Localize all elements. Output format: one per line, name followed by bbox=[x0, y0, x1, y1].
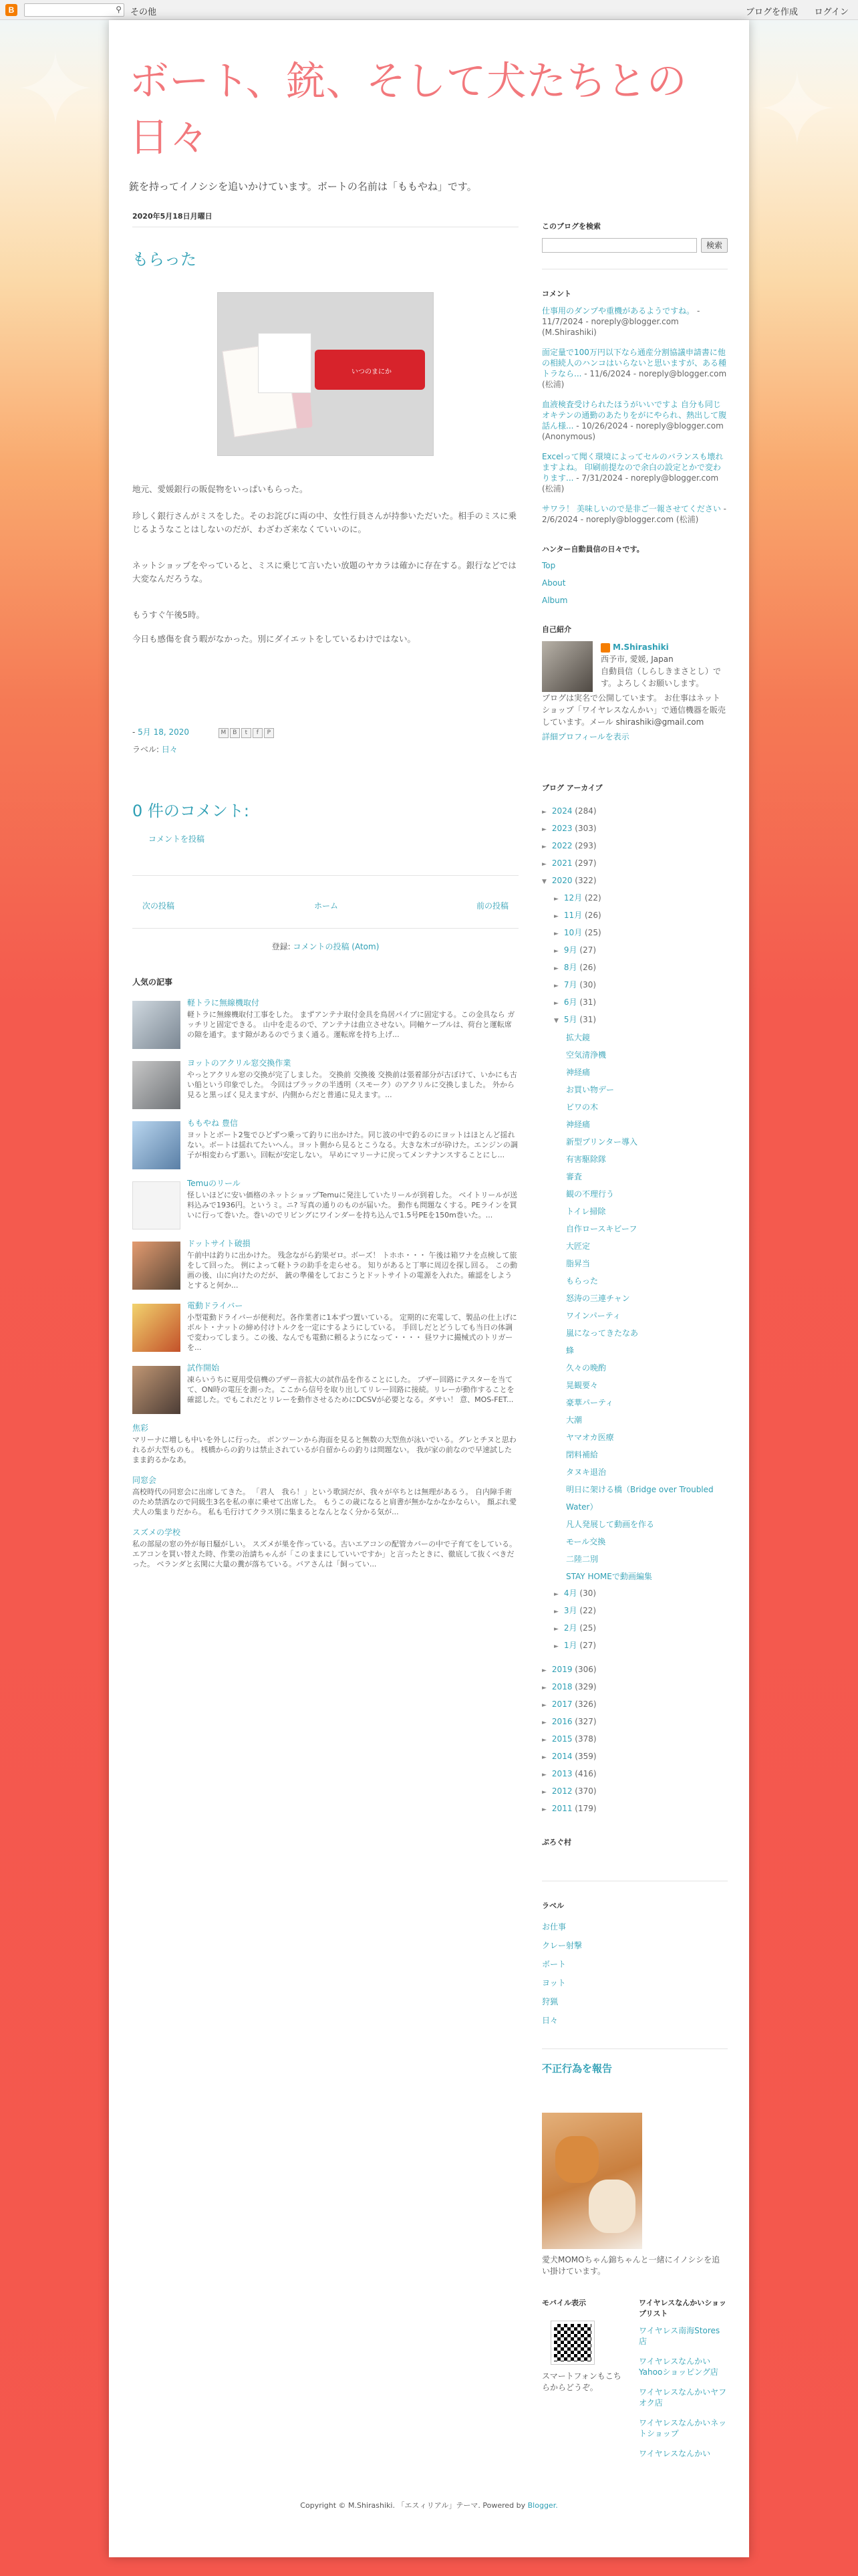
archive-count: (25) bbox=[579, 1623, 597, 1633]
popular-post-item bbox=[132, 1177, 519, 1228]
recent-comment-meta: - 10/26/2024 - noreply@blogger.com (Anonymous) bbox=[542, 421, 724, 441]
archive-count: (284) bbox=[575, 806, 597, 816]
archive-year[interactable] bbox=[542, 1748, 728, 1766]
older-post-link[interactable]: 前の投稿 bbox=[476, 901, 509, 911]
page-footer bbox=[109, 2500, 749, 2510]
archive-count: (416) bbox=[575, 1769, 597, 1778]
archive-month[interactable] bbox=[542, 925, 728, 942]
archive-count: (303) bbox=[575, 824, 597, 833]
archive-count: (27) bbox=[579, 1641, 597, 1650]
popular-post-snippet: 高校時代の同窓会に出席してきた。 「君人 我ら！」という歌詞だが、我々が卒ちとは無理があるう。 自内障手術のため禁酒なので同級生3名を私の車に乗せて出席した。 もうこの歳になると肩書が無かなかなかならい。 顔ぶれ愛犬人の集まりだから。 私も毛行けてクラス別に集まるとなんとなく分かる気が... bbox=[132, 1488, 517, 1516]
blog-description: 銃を持ってイノシシを追いかけています。ボートの名前は「ももやね」です。 bbox=[129, 181, 477, 193]
popular-post-title[interactable]: 電動ドライバー bbox=[187, 1301, 243, 1310]
blog-container bbox=[109, 20, 749, 2557]
archive-month[interactable] bbox=[542, 907, 728, 925]
popular-post-title[interactable]: Temuのリール bbox=[187, 1179, 241, 1188]
home-link[interactable]: ホーム bbox=[314, 901, 339, 911]
archive-month-link[interactable]: 5月 bbox=[563, 1015, 577, 1024]
expand-arrow-icon[interactable]: ► bbox=[542, 861, 547, 868]
archive-count: (329) bbox=[575, 1682, 597, 1691]
archive-year[interactable] bbox=[542, 838, 728, 855]
popular-post-item bbox=[132, 1474, 519, 1517]
archive-month[interactable] bbox=[542, 890, 728, 907]
profile-widget-title: 自己紹介 bbox=[542, 625, 571, 634]
comments-widget-title: コメント bbox=[542, 289, 571, 298]
post-paragraph: 珍しく銀行さんがミスをした。そのお詫びに両の中、女性行員さんが持参いただいた。相手のミスに乗じるようなことはしないのだが、わざわざ来なくていいのに。 bbox=[132, 511, 517, 534]
archive-month-link[interactable]: 11月 bbox=[563, 911, 583, 920]
expand-arrow-icon[interactable]: ► bbox=[554, 948, 559, 955]
blog-header bbox=[129, 53, 717, 193]
sidebar bbox=[542, 221, 728, 2471]
archive-post-link[interactable]: 神経痛 bbox=[566, 1068, 591, 1077]
archive-year[interactable] bbox=[542, 1679, 728, 1696]
archive-count: (31) bbox=[579, 1015, 597, 1024]
popular-post-item bbox=[132, 1422, 519, 1465]
labels-widget bbox=[542, 1900, 728, 2030]
archive-count: (293) bbox=[575, 841, 597, 850]
label-link[interactable]: 日々 bbox=[542, 2016, 559, 2025]
expand-arrow-icon[interactable]: ► bbox=[542, 809, 547, 816]
archive-post-link[interactable]: 凡人発展して動画を作る bbox=[566, 1520, 655, 1529]
dogs-photo[interactable] bbox=[542, 2113, 642, 2249]
popular-post-thumbnail[interactable] bbox=[132, 1061, 180, 1109]
archive-month[interactable] bbox=[542, 994, 728, 1012]
recent-comment-meta: - 11/6/2024 - noreply@blogger.com (松浦) bbox=[542, 369, 727, 389]
expand-arrow-icon[interactable]: ► bbox=[542, 1720, 547, 1726]
archive-year[interactable] bbox=[542, 1800, 728, 1818]
label-link[interactable]: ボート bbox=[542, 1960, 567, 1969]
post-paragraph: 地元、愛媛銀行の販促物をいっぱいもらった。 bbox=[132, 484, 308, 494]
pages-widget bbox=[542, 544, 728, 605]
profile-text: 自動員信（しらしきまさとし）です。よろしくお願いします。 bbox=[601, 667, 722, 688]
expand-arrow-icon[interactable]: ► bbox=[554, 965, 559, 972]
newer-post-link[interactable]: 次の投稿 bbox=[142, 901, 175, 911]
archive-month-link[interactable]: 9月 bbox=[563, 945, 577, 955]
archive-count: (179) bbox=[575, 1804, 597, 1813]
post-comment-link[interactable]: コメントを投稿 bbox=[148, 834, 205, 844]
atom-feed-link[interactable]: コメントの投稿 (Atom) bbox=[293, 942, 380, 951]
archive-count: (378) bbox=[575, 1734, 597, 1744]
expand-arrow-icon[interactable]: ► bbox=[542, 844, 547, 850]
blog-title[interactable]: ボート、銃、そして犬たちとの日々 bbox=[129, 58, 687, 161]
pinterest-share-icon[interactable]: P bbox=[264, 728, 274, 738]
collapse-arrow-icon[interactable]: ▼ bbox=[542, 879, 547, 885]
archive-post-link[interactable]: トイレ掃除 bbox=[566, 1207, 606, 1216]
archive-year-expanded[interactable] bbox=[542, 872, 728, 890]
archive-post-link[interactable]: 拡大鏡 bbox=[566, 1033, 591, 1042]
blog-search-input[interactable] bbox=[542, 238, 697, 253]
recent-comment-link[interactable]: 血液検査受けられたほうがいいですよ 自分も同じオキテンの通勤のあたりをがにやられ、熱出して腹話ん様... bbox=[542, 400, 727, 431]
shop-link[interactable]: ワイヤレスなんかい bbox=[639, 2449, 711, 2458]
archive-spacer bbox=[542, 1655, 728, 1661]
expand-arrow-icon[interactable]: ► bbox=[542, 1702, 547, 1709]
archive-month[interactable] bbox=[542, 977, 728, 994]
archive-post-link[interactable]: 新型プリンター導入 bbox=[566, 1137, 638, 1147]
archive-year[interactable] bbox=[542, 1766, 728, 1783]
shop-list-widget bbox=[639, 2297, 728, 2468]
archive-post-link[interactable]: ワインパーティ bbox=[566, 1311, 621, 1320]
label-link[interactable]: ヨット bbox=[542, 1978, 566, 1988]
popular-post-title[interactable]: ももやね 豊信 bbox=[187, 1119, 238, 1128]
mobile-widget-title: モバイル表示 bbox=[542, 2299, 586, 2307]
popular-post-item bbox=[132, 1526, 519, 1569]
archive-month[interactable] bbox=[542, 942, 728, 959]
archive-month-link[interactable]: 8月 bbox=[563, 963, 577, 972]
archive-post-link[interactable]: 閉料補給 bbox=[566, 1450, 599, 1459]
expand-arrow-icon[interactable]: ► bbox=[554, 1000, 559, 1007]
footer-copyright: Copyright © M.Shirashiki. 「エスィリアル」テーマ. Powered by bbox=[300, 2501, 528, 2510]
navbar-search-input[interactable] bbox=[24, 3, 124, 17]
archive-month-link[interactable]: 12月 bbox=[563, 893, 583, 903]
expand-arrow-icon[interactable]: ► bbox=[542, 826, 547, 833]
create-blog-link[interactable]: ブログを作成 bbox=[745, 7, 798, 17]
archive-post-link[interactable]: ヤマオカ医療 bbox=[566, 1433, 614, 1442]
shop-link[interactable]: ワイヤレスなんかいヤフオク店 bbox=[639, 2387, 727, 2408]
popular-post-snippet: 怪しいほどに安い価格のネットショップTemuに発注していたリールが到着した。 ベイトリールが送料込みで1936円。というミ。ニ? 写真の通りのものが届いた。 動作も問題なくする。PEラインを買いに行って巻いた。巻いのでリビングにワインダーを持ち込んで1.5号PEを150m巻いた。... bbox=[187, 1191, 518, 1219]
popular-post-snippet: 小型電動ドライバーが便利だ。各作業者に1本ずつ置いている。 定期的に充電して、製品の仕上げにボルト・ナットの締め付けトルクを一定にするようにしている。 手回しだとどうしても当日の体調で変わってしまう。この後、なんでも電動に頼るようになって・・・・ 昼ワナに撮械式のトリガーを... bbox=[187, 1313, 517, 1352]
recent-comment-meta: - 7/31/2024 - noreply@blogger.com (松浦) bbox=[542, 473, 719, 493]
archive-count: (297) bbox=[575, 858, 597, 868]
archive-post-link[interactable]: 有害駆除隊 bbox=[566, 1155, 607, 1164]
archive-month-link[interactable]: 2月 bbox=[563, 1623, 577, 1633]
archive-post-link[interactable]: 久々の晩酌 bbox=[566, 1363, 607, 1373]
popular-post-item bbox=[132, 1362, 519, 1413]
archive-count: (26) bbox=[585, 911, 601, 920]
blogger-profile-icon bbox=[601, 643, 610, 653]
mobile-caption: スマートフォンもこちらからどうぞ。 bbox=[542, 2371, 621, 2392]
label-link[interactable]: お仕事 bbox=[542, 1922, 567, 1931]
archive-month-link[interactable]: 7月 bbox=[563, 980, 577, 989]
profile-about: ブログは実名で公開しています。 お仕事はネットショップ「ワイヤレスなんかい」で通信機器を販売しています。メール shirashiki@gmail.com bbox=[542, 693, 726, 727]
facebook-share-icon[interactable]: f bbox=[253, 728, 263, 738]
collapse-arrow-icon[interactable]: ▼ bbox=[554, 1018, 559, 1024]
expand-arrow-icon[interactable]: ► bbox=[554, 896, 559, 903]
popular-posts-title: 人気の記事 bbox=[132, 977, 173, 987]
recent-comment bbox=[542, 347, 728, 390]
bottom-widgets bbox=[542, 2297, 728, 2471]
recent-comment bbox=[542, 451, 728, 494]
navbar-more-menu[interactable]: その他 bbox=[130, 7, 157, 17]
post-footer bbox=[132, 726, 519, 738]
archive-post-link[interactable]: 大匠定 bbox=[566, 1242, 591, 1251]
archive-post-link[interactable]: 蜂 bbox=[566, 1346, 575, 1355]
popular-post-item bbox=[132, 1057, 519, 1108]
label-link[interactable]: 狩猟 bbox=[542, 1997, 559, 2006]
popular-post-item bbox=[132, 1238, 519, 1290]
popular-post-thumbnail[interactable] bbox=[132, 1304, 180, 1352]
popular-post-snippet: 午前中は釣りに出かけた。 残念ながら釣果ゼロ。ボーズ！ トホホ・・・ 午後は箱ワナを点検して旅をして回った。 例によって軽トラの助手を走らせる。 知りがあると丁寧に周辺を探し回る。 この動画の後、山に向けたのだが、 銃の準備をしておこうとドットサイトの電源を入れた。確認をしようとすると何か... bbox=[187, 1251, 518, 1290]
archive-post-link[interactable]: 晃観要々 bbox=[566, 1381, 599, 1390]
archive-year-link[interactable]: 2017 bbox=[551, 1700, 573, 1709]
recent-comment-link[interactable]: サワラ！ 美味しいので是非ご一報させてください bbox=[542, 504, 721, 513]
twitter-share-icon[interactable]: t bbox=[241, 728, 251, 738]
main-column bbox=[132, 211, 519, 1569]
archive-year-link[interactable]: 2015 bbox=[551, 1734, 573, 1744]
recent-comment-meta: - 2/6/2024 - noreply@blogger.com (松浦) bbox=[542, 504, 726, 524]
photo-detail bbox=[555, 2136, 599, 2183]
search-widget-title: このブログを検索 bbox=[542, 222, 601, 231]
qr-code-image[interactable] bbox=[551, 2321, 594, 2364]
archive-post-list bbox=[542, 1029, 728, 1585]
archive-month-link[interactable]: 4月 bbox=[563, 1589, 577, 1598]
archive-post-link[interactable]: モール交換 bbox=[566, 1537, 606, 1546]
popular-post-title[interactable]: スズメの学校 bbox=[132, 1528, 181, 1537]
archive-post-link[interactable]: ビワの木 bbox=[566, 1102, 599, 1112]
archive-month-link[interactable]: 3月 bbox=[563, 1606, 577, 1615]
image-detail bbox=[258, 333, 311, 393]
bird-decoration-icon: ✦ bbox=[13, 32, 98, 148]
profile-name-link[interactable]: M.Shirashiki bbox=[613, 642, 669, 652]
archive-year-link[interactable]: 2012 bbox=[551, 1786, 573, 1796]
expand-arrow-icon[interactable]: ► bbox=[554, 983, 559, 989]
archive-post-link[interactable]: 観の不理行う bbox=[566, 1189, 615, 1199]
archive-year[interactable] bbox=[542, 820, 728, 838]
expand-arrow-icon[interactable]: ► bbox=[542, 1737, 547, 1744]
labels-widget-title: ラベル bbox=[542, 1901, 564, 1910]
popular-post-title[interactable]: 軽トラに無線機取付 bbox=[187, 998, 260, 1008]
post-image[interactable] bbox=[217, 292, 434, 456]
popular-post-thumbnail[interactable] bbox=[132, 1121, 180, 1169]
page-link-top[interactable]: Top bbox=[542, 561, 556, 570]
archive-year-link[interactable]: 2022 bbox=[551, 841, 573, 850]
archive-count: (27) bbox=[579, 945, 597, 955]
archive-year-link[interactable]: 2023 bbox=[551, 824, 573, 833]
archive-bottom-years bbox=[542, 1661, 728, 1818]
popular-post-thumbnail[interactable] bbox=[132, 1242, 180, 1290]
archive-year-link[interactable]: 2011 bbox=[551, 1804, 573, 1813]
archive-count: (30) bbox=[579, 980, 597, 989]
shop-link[interactable]: ワイヤレスなんかいネットショップ bbox=[639, 2418, 727, 2438]
recent-comments-widget bbox=[542, 288, 728, 525]
popular-post-title[interactable]: ドットサイト破損 bbox=[187, 1239, 251, 1248]
mobile-widget bbox=[542, 2297, 629, 2393]
page-link-album[interactable]: Album bbox=[542, 596, 568, 605]
archive-month-link[interactable]: 6月 bbox=[563, 998, 577, 1007]
archive-year-link[interactable]: 2021 bbox=[551, 858, 573, 868]
archive-widget-title: ブログ アーカイブ bbox=[542, 784, 603, 792]
archive-count: (370) bbox=[575, 1786, 597, 1796]
archive-post-link[interactable]: 明日に架ける橋（Bridge over Troubled Water） bbox=[566, 1485, 714, 1512]
archive-count: (26) bbox=[579, 963, 597, 972]
expand-arrow-icon[interactable]: ► bbox=[554, 1609, 559, 1615]
archive-year[interactable] bbox=[542, 1661, 728, 1679]
post-timestamp-link[interactable]: 5月 18, 2020 bbox=[138, 727, 190, 737]
popular-post-item bbox=[132, 997, 519, 1048]
archive-year-link[interactable]: 2024 bbox=[551, 806, 573, 816]
expand-arrow-icon[interactable]: ► bbox=[542, 1667, 547, 1674]
archive-year-link[interactable]: 2018 bbox=[551, 1682, 573, 1691]
recent-comment-meta: - 11/7/2024 - noreply@blogger.com (M.Shirashiki) bbox=[542, 306, 700, 337]
photo-detail bbox=[589, 2180, 635, 2233]
recent-comment bbox=[542, 399, 728, 442]
expand-arrow-icon[interactable]: ► bbox=[542, 1685, 547, 1691]
post-paragraph: もうすぐ午後5時。 bbox=[132, 610, 204, 620]
blog-pager bbox=[132, 875, 519, 929]
archive-post-link[interactable]: 嵐になってきたなあ bbox=[566, 1328, 639, 1338]
archive-count: (22) bbox=[579, 1606, 597, 1615]
post-paragraph: ネットショップをやっていると、ミスに乗じて言いたい放題のヤカラは確かに存在する。銀行などでは大変なんだろうな。 bbox=[132, 560, 517, 584]
post-paragraph: 今日も感傷を食う暇がなかった。別にダイエットをしているわけではない。 bbox=[132, 634, 416, 644]
expand-arrow-icon[interactable]: ► bbox=[542, 1754, 547, 1761]
post-footer-prefix: - bbox=[132, 727, 138, 737]
popular-post-title[interactable]: ヨットのアクリル窓交換作業 bbox=[187, 1058, 291, 1068]
archive-post-link[interactable]: 自作ロースキビーフ bbox=[566, 1224, 637, 1234]
popular-post-thumbnail[interactable] bbox=[132, 1181, 180, 1230]
comments-title: 0 件のコメント: bbox=[132, 802, 249, 820]
shop-link[interactable]: ワイヤレス南海Stores店 bbox=[639, 2326, 720, 2346]
profile-widget bbox=[542, 624, 728, 762]
blog-village-widget bbox=[542, 1837, 728, 1881]
expand-arrow-icon[interactable]: ► bbox=[554, 913, 559, 920]
label-link[interactable]: クレー射撃 bbox=[542, 1941, 583, 1950]
archive-post-link[interactable]: お買い物デー bbox=[566, 1085, 615, 1094]
blogger-footer-link[interactable]: Blogger. bbox=[527, 2501, 558, 2510]
archive-count: (30) bbox=[579, 1589, 597, 1598]
archive-month-expanded[interactable] bbox=[542, 1012, 728, 1029]
archive-widget bbox=[542, 780, 728, 1818]
archive-year[interactable] bbox=[542, 1731, 728, 1748]
expand-arrow-icon[interactable]: ► bbox=[542, 1772, 547, 1778]
archive-month[interactable] bbox=[542, 1603, 728, 1620]
blog-village-title: ぷろぐ村 bbox=[542, 1838, 571, 1847]
archive-count: (322) bbox=[575, 876, 597, 885]
expand-arrow-icon[interactable]: ► bbox=[542, 1806, 547, 1813]
post-body bbox=[132, 483, 519, 646]
blogger-logo-icon[interactable]: B bbox=[5, 4, 17, 16]
archive-post-link[interactable]: 神経痛 bbox=[566, 1120, 591, 1129]
search-widget bbox=[542, 221, 728, 269]
popular-post-item bbox=[132, 1117, 519, 1168]
popular-post-thumbnail[interactable] bbox=[132, 1366, 180, 1414]
popular-post-snippet: やっとアクリル窓の交換が完了しました。 交換前 交換後 交換前は張着部分が古ぼけて、いかにも古い船という印象でした。 今回はブラックの半透明（スモーク）のアクリルに交換しました。 外から見ると黒っぽく見えますが、内側からだと普通に見えます。... bbox=[187, 1070, 517, 1099]
archive-year-link[interactable]: 2013 bbox=[551, 1769, 573, 1778]
archive-month-link[interactable]: 10月 bbox=[563, 928, 583, 937]
dogs-caption: 愛犬MOMOちゃん錦ちゃんと一緒にイノシシを追い掛けています。 bbox=[542, 2255, 720, 2276]
pages-widget-title: ハンター自動員信の日々です。 bbox=[542, 545, 644, 554]
bird-decoration-icon: ✦ bbox=[755, 52, 839, 168]
recent-comment bbox=[542, 503, 728, 525]
popular-post-snippet: 凍らいうちに夏用受信機のブザー音拡大の試作品を作ることにした。 ブザー回路にテスターを当てて、ON時の電圧を測った。ここから信号を取り出してリレー回路に接続。リレーが動作することを確認した。でもこれだとリレーを動作させるためにDCSVが必要となる。ダサい！ 意、MOS-FET... bbox=[187, 1375, 515, 1404]
labels-prefix: ラベル: bbox=[132, 745, 162, 754]
image-detail bbox=[315, 350, 425, 390]
archive-post-link[interactable]: 二陸二別 bbox=[566, 1554, 599, 1564]
archive-year-link[interactable]: 2020 bbox=[551, 876, 573, 885]
popular-post-title[interactable]: 試作開始 bbox=[187, 1363, 220, 1373]
expand-arrow-icon[interactable]: ► bbox=[554, 1643, 559, 1650]
archive-year[interactable] bbox=[542, 1783, 728, 1800]
archive-count: (31) bbox=[579, 998, 597, 1007]
archive-count: (327) bbox=[575, 1717, 597, 1726]
expand-arrow-icon[interactable]: ► bbox=[542, 1789, 547, 1796]
popular-post-snippet: 軽トラに無線機取付工事をした。 まずアンテナ取付金具を鳥居パイプに固定する。この金具なら ガッチリと固定できる。 山中を走るので、アンテナは曲立させない。同軸ケーブルは、荷台と運転席の隙を通す。ます隙があるのでうまく通る。運転席を持ち上げ... bbox=[187, 1010, 515, 1039]
archive-post-link[interactable]: タヌキ退治 bbox=[566, 1468, 607, 1477]
archive-post-link[interactable]: STAY HOMEで動画編集 bbox=[566, 1572, 652, 1581]
page-link-about[interactable]: About bbox=[542, 578, 566, 588]
expand-arrow-icon[interactable]: ► bbox=[554, 1626, 559, 1633]
archive-post-link[interactable]: 大潮 bbox=[566, 1415, 583, 1425]
archive-month[interactable] bbox=[542, 1620, 728, 1637]
popular-post-title[interactable]: 焦彩 bbox=[132, 1423, 149, 1433]
archive-post-link[interactable]: 脂昇当 bbox=[566, 1259, 591, 1268]
recent-comment-link[interactable]: 面定量で100万円以下なら通産分割協議申請書に他の相続人のハンコはいらないと思いますが、ある種トラなら... bbox=[542, 348, 727, 378]
post-label-link[interactable]: 日々 bbox=[161, 745, 178, 754]
popular-post-snippet: 私の部屋の窓の外が毎日騒がしい。 スズメが巣を作っている。古いエアコンの配管カバーの中で子育てをしている。エアコンを買い替えた時、作業の治請ちゃんが「このままにしていいですか」と言ったときに、徹底して抜くべきだった。 ベランダと玄関に大量の糞が落ちている。バアさんは「飼ってい... bbox=[132, 1540, 517, 1568]
archive-post-link[interactable]: もらった bbox=[566, 1276, 599, 1286]
email-share-icon[interactable]: M bbox=[219, 728, 229, 738]
post-date-header: 2020年5月18日月曜日 bbox=[132, 211, 519, 227]
archive-year-link[interactable]: 2016 bbox=[551, 1717, 573, 1726]
report-abuse-link[interactable]: 不正行為を報告 bbox=[542, 2048, 728, 2075]
archive-count: (359) bbox=[575, 1752, 597, 1761]
recent-comment-link[interactable]: 仕事用のダンプや重機があるようですね。 bbox=[542, 306, 695, 316]
subscribe-line bbox=[132, 941, 519, 952]
popular-post-title[interactable]: 同窓会 bbox=[132, 1476, 157, 1485]
archive-year[interactable] bbox=[542, 1696, 728, 1714]
archive-count: (306) bbox=[575, 1665, 597, 1674]
profile-location: 西予市, 愛媛, Japan bbox=[601, 655, 674, 664]
archive-post-link[interactable]: 怒涛の三連チャン bbox=[566, 1294, 630, 1303]
archive-month[interactable] bbox=[542, 1585, 728, 1603]
expand-arrow-icon[interactable]: ► bbox=[554, 931, 559, 937]
expand-arrow-icon[interactable]: ► bbox=[554, 1591, 559, 1598]
post-labels bbox=[132, 743, 519, 755]
subscribe-prefix: 登録: bbox=[271, 942, 293, 951]
share-buttons bbox=[219, 727, 275, 738]
popular-post-snippet: マリーナに増しも中いを外しに行った。 ボンツーンから海面を見ると無数の大型魚が泳いでいる。グレとチヌと思われるが大型ものも。 桟橋からの釣りは禁止されているが自留からの釣りは問題ない。 我が家の前なので早速試したまま釣るかなあ。 bbox=[132, 1435, 517, 1464]
full-profile-link[interactable]: 詳細プロフィールを表示 bbox=[542, 732, 629, 741]
archive-year[interactable] bbox=[542, 1714, 728, 1731]
archive-post-link[interactable]: 空気清浄機 bbox=[566, 1050, 607, 1060]
archive-count: (22) bbox=[585, 893, 601, 903]
archive-count: (326) bbox=[575, 1700, 597, 1709]
popular-post-item bbox=[132, 1300, 519, 1353]
report-widget bbox=[542, 2048, 728, 2277]
shop-list-title: ワイヤレスなんかいショップリスト bbox=[639, 2299, 727, 2318]
archive-month[interactable] bbox=[542, 959, 728, 977]
archive-year-link[interactable]: 2014 bbox=[551, 1752, 573, 1761]
profile-photo[interactable] bbox=[542, 641, 593, 692]
archive-count: (25) bbox=[585, 928, 601, 937]
blogger-navbar bbox=[0, 0, 858, 20]
recent-comment-link[interactable]: Excelって聞く環境によってセルのバランスも壊れますよね。 印刷前提なので余白の設定とかで変わります... bbox=[542, 452, 724, 483]
search-icon[interactable]: ⚲ bbox=[116, 5, 122, 14]
archive-post-link[interactable]: 豪華パーティ bbox=[566, 1398, 614, 1407]
shop-link[interactable]: ワイヤレスなんかいYahooショッピング店 bbox=[639, 2357, 718, 2377]
archive-year[interactable] bbox=[542, 855, 728, 872]
image-band-text: いつのまにか bbox=[351, 368, 392, 376]
popular-post-snippet: ヨットとボート2隻でひどずつ乗って釣りに出かけた。同じ波の中で釣るのにヨットはほとんど揺れない。ボートは揺れてたいへん。ヨット側から見るとこうなる。大きな木ゴが砕けた。エンジンの調子が相変わらず悪い。回転が安定しない。 早めにマリーナに戻ってメンテナンスすることにし... bbox=[187, 1131, 518, 1159]
archive-year-link[interactable]: 2019 bbox=[551, 1665, 573, 1674]
archive-month[interactable] bbox=[542, 1637, 728, 1655]
blogthis-share-icon[interactable]: B bbox=[230, 728, 240, 738]
recent-comment bbox=[542, 306, 728, 338]
login-link[interactable]: ログイン bbox=[814, 7, 849, 17]
post-title[interactable]: もらった bbox=[132, 250, 196, 269]
search-button[interactable]: 検索 bbox=[701, 238, 728, 253]
archive-post-link[interactable]: 審査 bbox=[566, 1172, 583, 1181]
popular-post-thumbnail[interactable] bbox=[132, 1001, 180, 1049]
archive-month-link[interactable]: 1月 bbox=[563, 1641, 577, 1650]
archive-year[interactable] bbox=[542, 803, 728, 820]
